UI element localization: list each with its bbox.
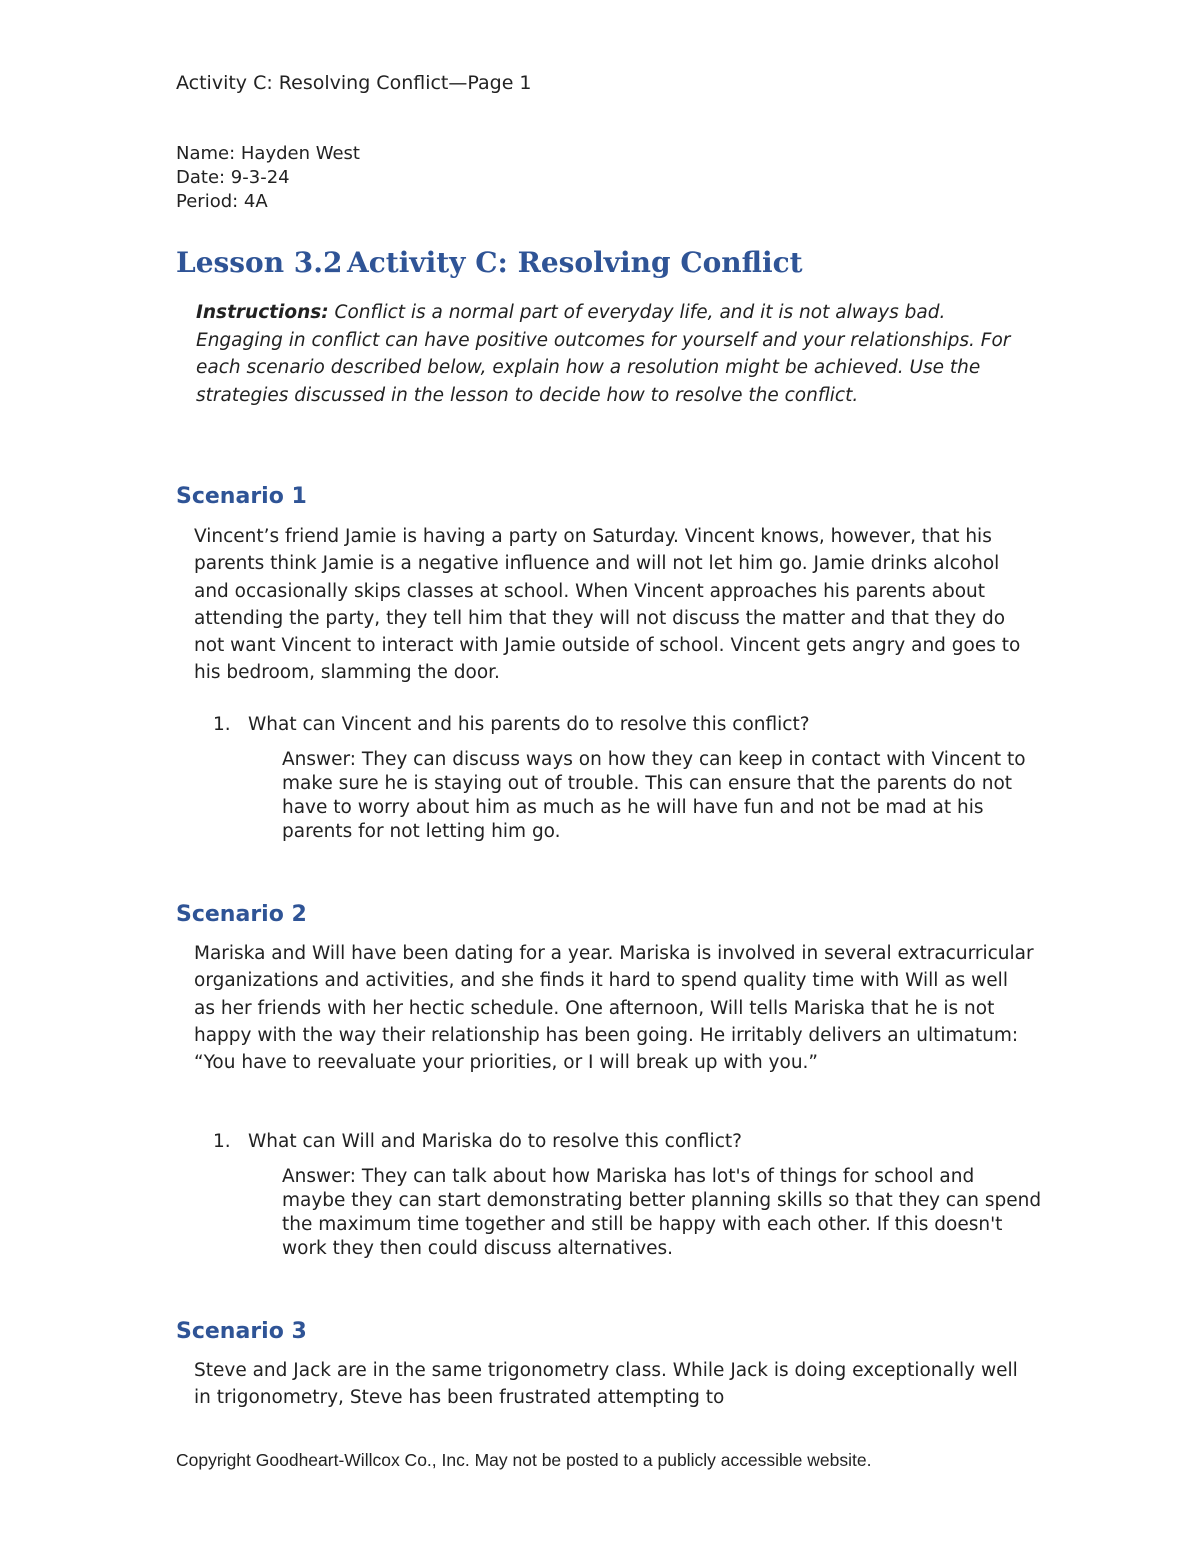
copyright-footer: Copyright Goodheart-Willcox Co., Inc. May not be posted to a publicly accessible website. <box>176 1450 872 1470</box>
scenario-3-text: Steve and Jack are in the same trigonometry class. While Jack is doing exceptionally well in trigonometry, Steve has been frustrated attempting to <box>194 1360 1018 1409</box>
student-name: Name: Hayden West <box>176 143 360 164</box>
lesson-title <box>176 246 803 279</box>
scenario-3-heading: Scenario 3 <box>176 1319 307 1344</box>
scenario-1-question <box>213 714 810 735</box>
student-date: Date: 9-3-24 <box>176 167 290 188</box>
question-number: 1. <box>213 1131 231 1152</box>
scenario-1-answer: Answer: They can discuss ways on how they can keep in contact with Vincent to make sure he is staying out of trouble. This can ensure that the parents do not have to worry about him as much as he will have fun and not be mad at his parents for not letting him go. <box>282 749 1026 842</box>
scenario-2-answer: Answer: They can talk about how Mariska has lot's of things for school and maybe they can start demonstrating better planning skills so that they can spend the maximum time together and still be happy with each other. If this doesn't work they then could discuss alternatives. <box>282 1166 1042 1259</box>
activity-title: Activity C: Resolving Conflict <box>347 246 803 279</box>
question-number: 1. <box>213 714 231 735</box>
student-info <box>176 142 360 214</box>
scenario-2-question <box>213 1131 742 1152</box>
instructions <box>196 299 1036 409</box>
instructions-text: Conflict is a normal part of everyday life, and it is not always bad. Engaging in conflict can have positive outcomes for yourself and your relationships. For each scenario described below, explain how a resolution might be achieved. Use the strategies discussed in the lesson to decide how to resolve the conflict. <box>196 302 1011 406</box>
question-text: What can Will and Mariska do to resolve this conflict? <box>248 1131 742 1152</box>
instructions-label: Instructions: <box>196 302 329 323</box>
scenario-1-heading: Scenario 1 <box>176 484 307 509</box>
scenario-1-text: Vincent’s friend Jamie is having a party on Saturday. Vincent knows, however, that his parents think Jamie is a negative influence and will not let him go. Jamie drinks alcohol and occasionally skips classes at school. When Vincent approaches his parents about attending the party, they tell him that they will not discuss the matter and that they do not want Vincent to interact with Jamie outside of school. Vincent gets angry and goes to his bedroom, slamming the door. <box>194 526 1021 684</box>
lesson-number: Lesson 3.2 <box>176 246 343 279</box>
question-text: What can Vincent and his parents do to resolve this conflict? <box>248 714 810 735</box>
scenario-2-text: Mariska and Will have been dating for a year. Mariska is involved in several extracurricular organizations and activities, and she finds it hard to spend quality time with Will as well as her friends with her hectic schedule. One afternoon, Will tells Mariska that he is not happy with the way their relationship has been going. He irritably delivers an ultimatum: “You have to reevaluate your priorities, or I will break up with you.” <box>194 943 1034 1074</box>
running-header: Activity C: Resolving Conflict—Page 1 <box>176 72 532 94</box>
scenario-2-heading: Scenario 2 <box>176 902 307 927</box>
student-period: Period: 4A <box>176 191 268 212</box>
